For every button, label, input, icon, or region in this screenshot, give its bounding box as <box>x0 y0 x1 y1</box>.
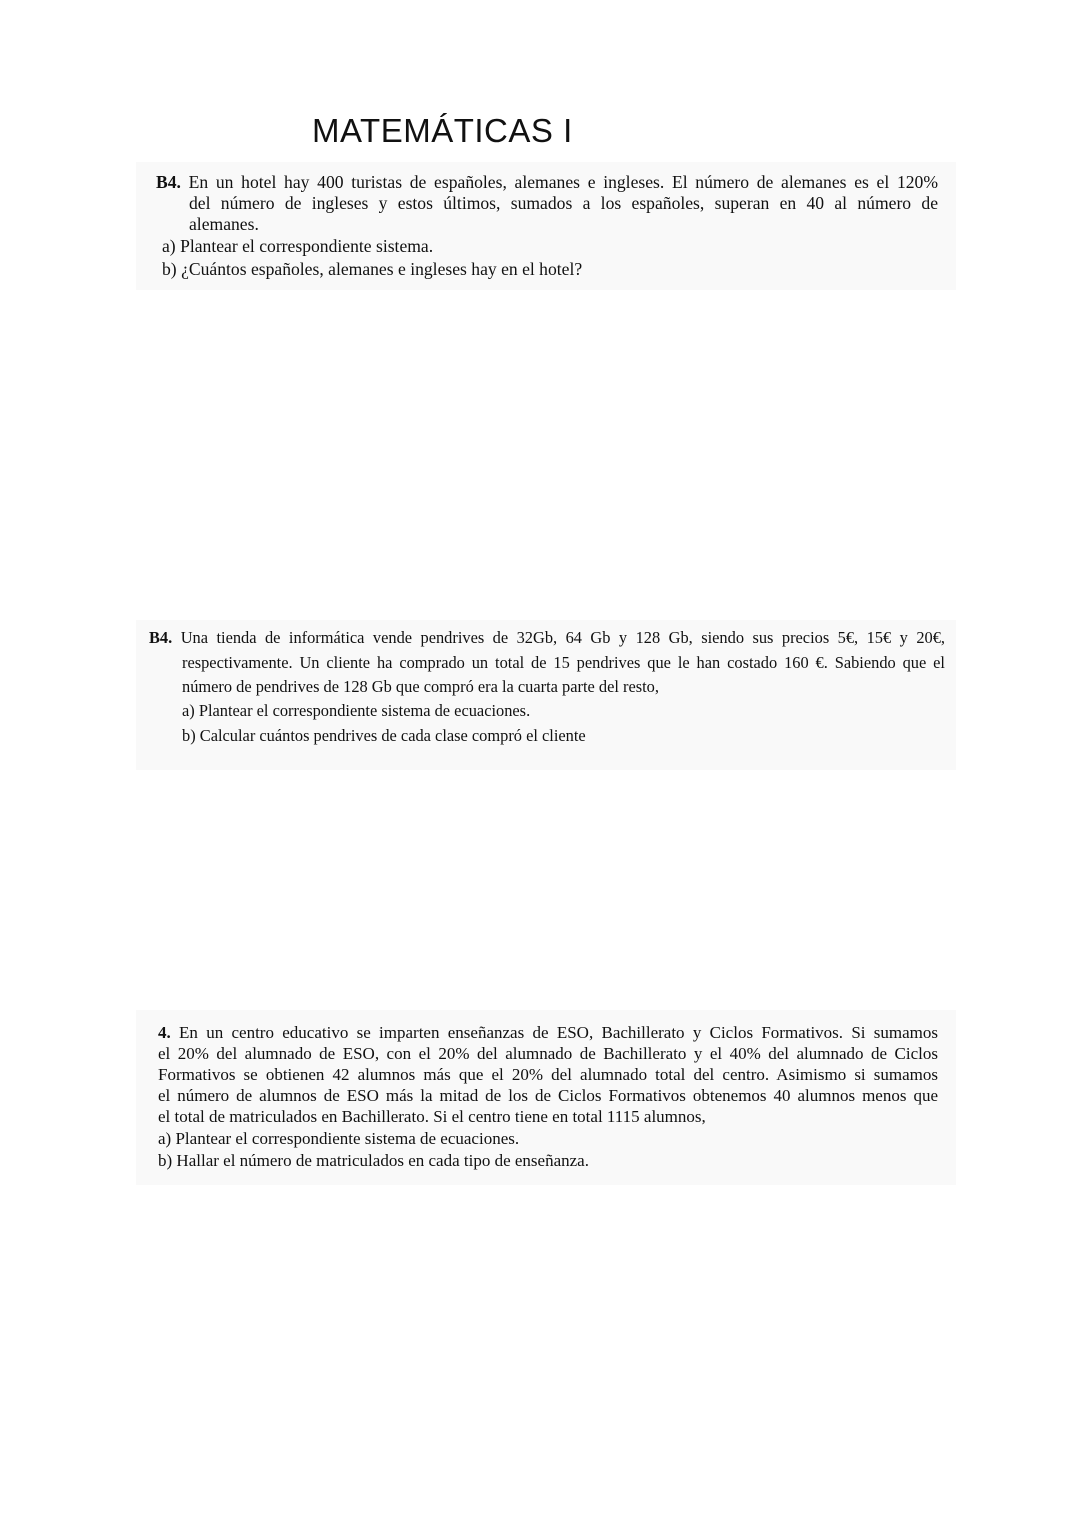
part-text: ¿Cuántos españoles, alemanes e ingleses hay en el hotel? <box>181 259 583 279</box>
problem-1 <box>136 162 956 290</box>
problem-3-text-1: En un centro educativo se imparten enseñanzas de ESO, Bachillerato y Ciclos Formativos. Si sumamos <box>179 1023 939 1042</box>
problem-2-part-a <box>182 700 530 721</box>
part-label: b) <box>158 1151 173 1170</box>
problem-3-part-a <box>158 1128 519 1149</box>
part-text: Hallar el número de matriculados en cada tipo de enseñanza. <box>176 1151 589 1170</box>
problem-2-line-2: respectivamente. Un cliente ha comprado un total de 15 pendrives que le han costado 160 €. Sabiendo que el <box>182 653 945 672</box>
problem-2 <box>136 620 956 770</box>
part-text: Plantear el correspondiente sistema. <box>180 236 434 256</box>
problem-2-part-b <box>182 725 586 746</box>
problem-3 <box>136 1010 956 1185</box>
problem-3-line-4: el número de alumnos de ESO más la mitad de los de Ciclos Formativos obtenemos 40 alumnos menos que <box>158 1086 938 1105</box>
part-label: a) <box>158 1129 172 1148</box>
problem-1-part-a <box>162 236 433 257</box>
part-text: Calcular cuántos pendrives de cada clase compró el cliente <box>199 726 586 745</box>
part-label: a) <box>162 236 176 256</box>
problem-3-line-1 <box>158 1022 938 1043</box>
page-title: MATEMÁTICAS I <box>312 112 573 149</box>
problem-1-line-3: alemanes. <box>189 214 259 234</box>
problem-2-line-3: número de pendrives de 128 Gb que compró era la cuarta parte del resto, <box>182 677 659 696</box>
problem-3-line-3: Formativos se obtienen 42 alumnos más que el 20% del alumnado total del centro. Asimismo si sumamos <box>158 1065 938 1084</box>
part-label: b) <box>162 259 177 279</box>
problem-2-text-1: Una tienda de informática vende pendrives de 32Gb, 64 Gb y 128 Gb, siendo sus precios 5€, 15€ y 20€, <box>180 628 945 647</box>
part-text: Plantear el correspondiente sistema de ecuaciones. <box>175 1129 520 1148</box>
problem-3-line-2: el 20% del alumnado de ESO, con el 20% del alumnado de Bachillerato y el 40% del alumnado de Ciclos <box>158 1044 938 1063</box>
problem-3-part-b <box>158 1150 589 1171</box>
part-text: Plantear el correspondiente sistema de ecuaciones. <box>198 701 531 720</box>
problem-1-part-b <box>162 259 582 280</box>
problem-3-number: 4. <box>158 1023 171 1042</box>
part-label: a) <box>182 701 195 720</box>
problem-1-number: B4. <box>156 172 181 192</box>
problem-3-line-5: el total de matriculados en Bachillerato. Si el centro tiene en total 1115 alumnos, <box>158 1107 706 1126</box>
problem-2-number: B4. <box>149 628 173 647</box>
problem-1-line-1 <box>156 172 938 193</box>
problem-1-text-1: En un hotel hay 400 turistas de españoles, alemanes e ingleses. El número de alemanes es el 120% <box>188 172 938 192</box>
part-label: b) <box>182 726 196 745</box>
problem-1-line-2: del número de ingleses y estos últimos, sumados a los españoles, superan en 40 al número de <box>189 193 938 213</box>
problem-2-line-1 <box>149 627 945 648</box>
